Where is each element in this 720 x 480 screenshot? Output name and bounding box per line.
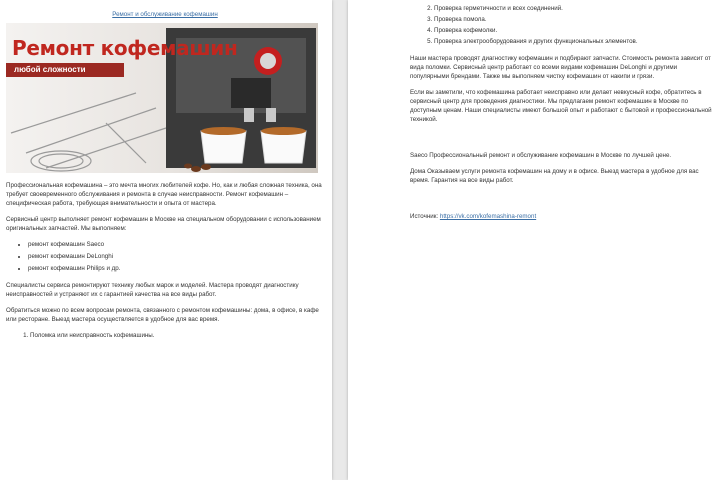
list-item: • ремонт кофемашин DeLonghi xyxy=(28,252,324,261)
page-left xyxy=(0,0,332,480)
bullet-list xyxy=(6,240,324,273)
banner-title: Ремонт кофемашин xyxy=(12,36,238,60)
list-item: 4. Проверка кофемолки. xyxy=(434,26,712,35)
source-line xyxy=(410,212,712,221)
source-label: Источник: xyxy=(410,213,439,220)
paragraph: Если вы заметили, что кофемашина работает неисправно или делает невкусный кофе, обратитесь в сервисный центр для проведения диагностики. Мы предлагаем ремонт кофемашин в Москве по доступным ценам. Наши специалисты имеют большой опыт и работают с бытовой и профессиональной техникой. xyxy=(410,89,712,123)
source-link[interactable]: https://vk.com/kofemashina-remont xyxy=(439,213,537,220)
list-item: 1. Поломка или неисправность кофемашины. xyxy=(30,331,324,340)
spacer xyxy=(410,192,712,212)
paragraph: Дома Оказываем услуги ремонта кофемашин на дому и в офисе. Выезд мастера в удобное для вас время. Гарантия на все виды работ. xyxy=(410,168,699,184)
numbered-list xyxy=(6,331,324,340)
top-link[interactable]: Ремонт и обслуживание кофемашин xyxy=(112,11,218,18)
list-item: 5. Проверка электрооборудования и других функциональных элементов. xyxy=(434,37,712,46)
banner-subtitle: любой сложности xyxy=(6,63,124,77)
page-right xyxy=(348,0,720,480)
numbered-list xyxy=(410,4,712,46)
spacer xyxy=(410,131,712,151)
paragraph: Сервисный центр выполняет ремонт кофемашин в Москве на специальном оборудовании с использованием оригинальных запчастей. Мы выполняем: xyxy=(6,216,321,232)
banner-image xyxy=(6,23,318,173)
list-item: 3. Проверка помола. xyxy=(434,15,712,24)
list-item: • ремонт кофемашин Saeco xyxy=(28,240,324,249)
paragraph: Обратиться можно по всем вопросам ремонта, связанного с ремонтом кофемашины: дома, в офисе, в кафе или ресторане. Выезд мастера осуществляется в удобное для вас время. xyxy=(6,307,319,323)
list-item: • ремонт кофемашин Philips и др. xyxy=(28,264,324,273)
paragraph: Saeco Профессиональный ремонт и обслуживание кофемашин в Москве по лучшей цене. xyxy=(410,152,672,159)
paragraph: Профессиональная кофемашина – это мечта многих любителей кофе. Но, как и любая сложная техника, она требует своевременного обслуживания и ремонта в случае неисправности. Ремонт кофемашин – специфическая работа, требующая внимательности и опыта от мастера. xyxy=(6,182,322,207)
paragraph: Специалисты сервиса ремонтируют технику любых марок и моделей. Мастера проводят диагностику неисправностей и устраняют их с гарантией качества на все виды работ. xyxy=(6,282,299,298)
paragraph: Наши мастера проводят диагностику кофемашин и подбирают запчасти. Стоимость ремонта зависит от вида поломки. Сервисный центр работает со всеми видами кофемашин DeLonghi и другими популярными брендами. Также мы выполняем чистку кофемашин от накипи и грязи. xyxy=(410,55,711,80)
list-item: 2. Проверка герметичности и всех соединений. xyxy=(434,4,712,13)
